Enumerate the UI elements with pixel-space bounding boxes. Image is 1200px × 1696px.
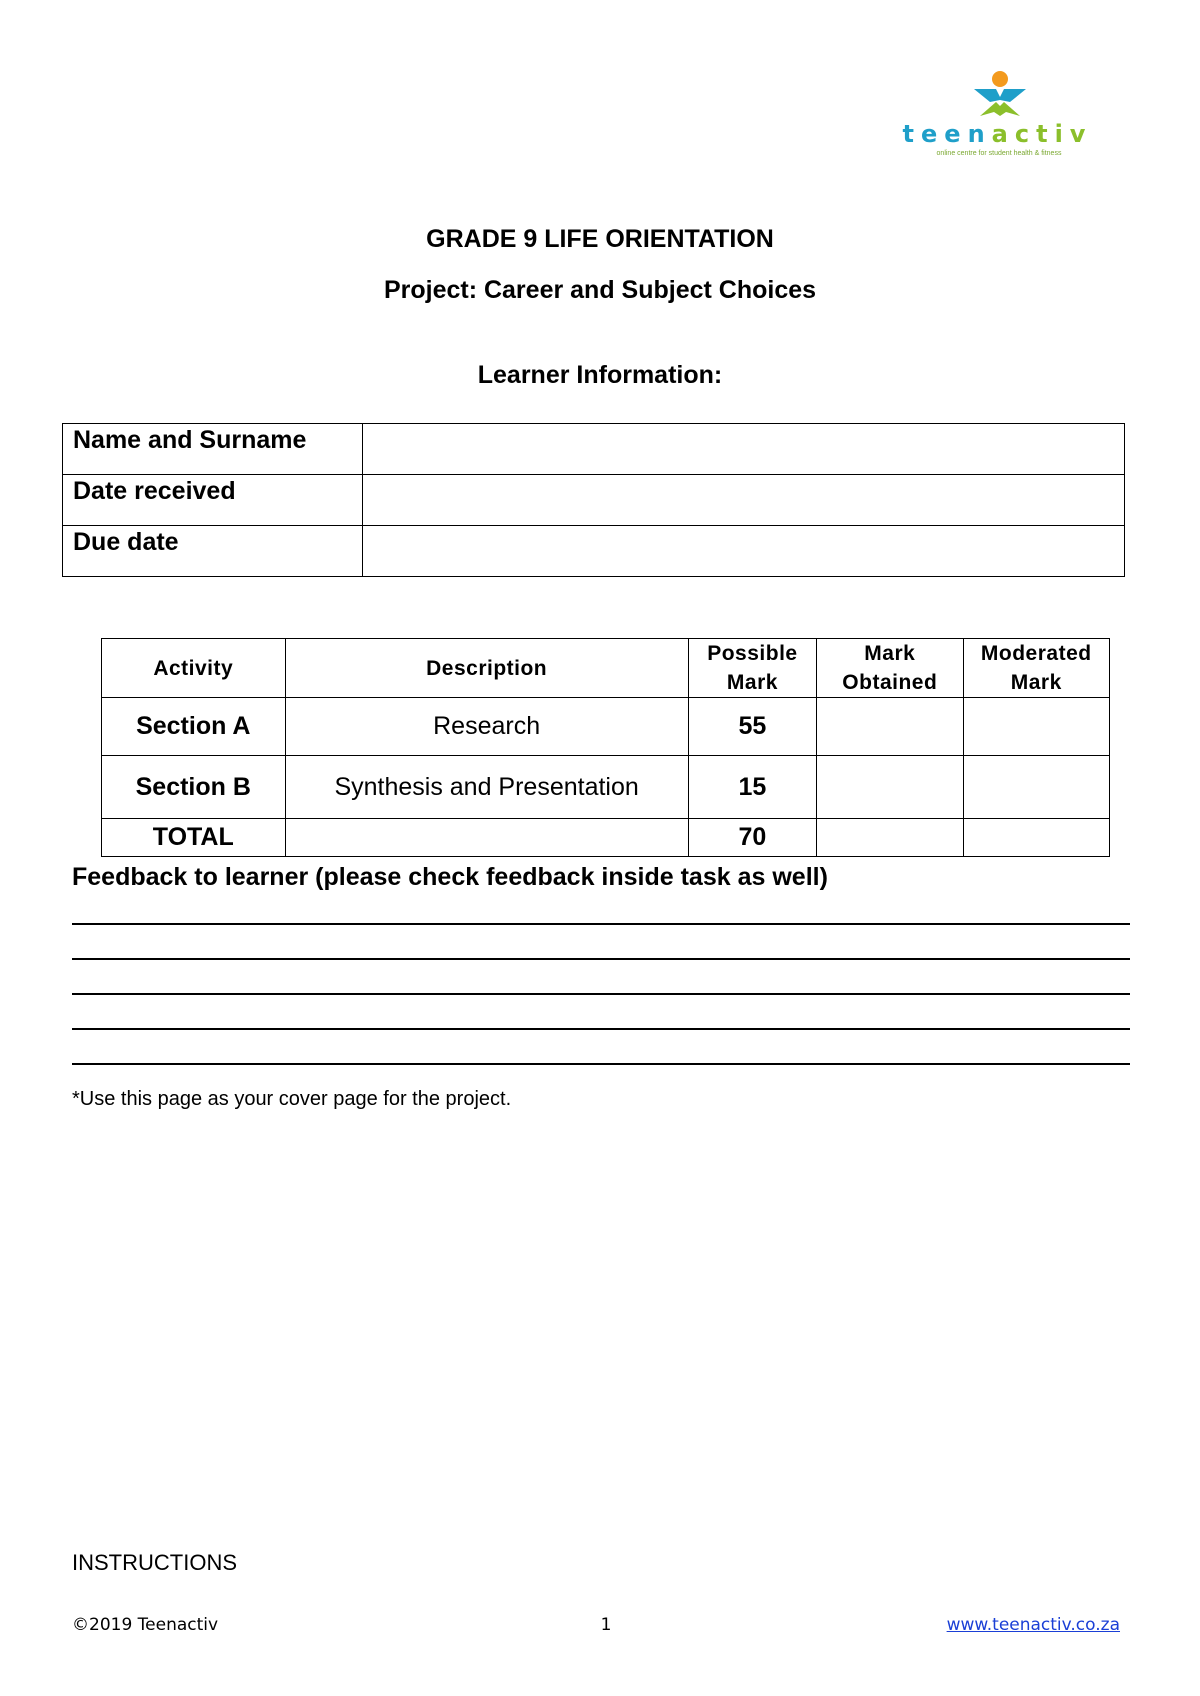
description-cell: Research bbox=[285, 698, 688, 756]
moderated-mark-cell[interactable] bbox=[963, 756, 1109, 819]
date-received-field[interactable] bbox=[363, 475, 1125, 526]
mark-obtained-cell[interactable] bbox=[817, 698, 963, 756]
footer-page-number: 1 bbox=[600, 1615, 612, 1635]
mark-obtained-cell[interactable] bbox=[817, 756, 963, 819]
instructions-heading: INSTRUCTIONS bbox=[72, 1550, 237, 1575]
feedback-line[interactable] bbox=[72, 1028, 1130, 1030]
feedback-line[interactable] bbox=[72, 1063, 1130, 1065]
learner-info-row bbox=[63, 475, 1125, 526]
table-row bbox=[102, 756, 1110, 819]
moderated-mark-cell[interactable] bbox=[963, 819, 1109, 857]
marks-table bbox=[101, 638, 1110, 857]
logo-tagline: online centre for student health & fitness bbox=[936, 150, 1062, 157]
header-possible-mark bbox=[688, 639, 816, 698]
header-description: Description bbox=[285, 639, 688, 698]
feedback-line[interactable] bbox=[72, 923, 1130, 925]
logo-word-teen: teen bbox=[902, 120, 992, 148]
header-moderated-mark bbox=[963, 639, 1109, 698]
learner-info-row bbox=[63, 424, 1125, 475]
marks-header-row bbox=[102, 639, 1110, 698]
possible-mark-cell: 70 bbox=[688, 819, 816, 857]
header-activity: Activity bbox=[102, 639, 286, 698]
header-obtained-line2: Obtained bbox=[842, 671, 938, 694]
feedback-line[interactable] bbox=[72, 958, 1130, 960]
table-row bbox=[102, 819, 1110, 857]
teenactiv-logo bbox=[890, 70, 1105, 155]
project-subtitle: Project: Career and Subject Choices bbox=[383, 276, 817, 304]
learner-info-heading: Learner Information: bbox=[477, 361, 723, 389]
activity-cell: Section B bbox=[102, 756, 286, 819]
feedback-line[interactable] bbox=[72, 993, 1130, 995]
logo-wordmark bbox=[890, 120, 1105, 148]
possible-mark-cell: 15 bbox=[688, 756, 816, 819]
date-received-label: Date received bbox=[63, 475, 363, 526]
learner-info-row bbox=[63, 526, 1125, 577]
footer-website-link[interactable]: www.teenactiv.co.za bbox=[946, 1615, 1120, 1635]
teenactiv-figure-icon bbox=[970, 70, 1030, 118]
moderated-mark-cell[interactable] bbox=[963, 698, 1109, 756]
activity-cell: Section A bbox=[102, 698, 286, 756]
cover-page-note: *Use this page as your cover page for the project. bbox=[72, 1088, 512, 1110]
activity-cell: TOTAL bbox=[102, 819, 286, 857]
feedback-heading: Feedback to learner (please check feedback inside task as well) bbox=[72, 863, 828, 891]
header-possible-line2: Mark bbox=[726, 671, 778, 694]
mark-obtained-cell[interactable] bbox=[817, 819, 963, 857]
header-moderated-line1: Moderated bbox=[980, 642, 1092, 665]
learner-info-table bbox=[62, 423, 1125, 577]
possible-mark-cell: 55 bbox=[688, 698, 816, 756]
footer-copyright: ©2019 Teenactiv bbox=[72, 1615, 219, 1635]
description-cell bbox=[285, 819, 688, 857]
header-moderated-line2: Mark bbox=[1010, 671, 1062, 694]
name-surname-field[interactable] bbox=[363, 424, 1125, 475]
header-mark-obtained bbox=[817, 639, 963, 698]
name-surname-label: Name and Surname bbox=[63, 424, 363, 475]
due-date-label: Due date bbox=[63, 526, 363, 577]
table-row bbox=[102, 698, 1110, 756]
description-cell: Synthesis and Presentation bbox=[285, 756, 688, 819]
header-obtained-line1: Mark bbox=[864, 642, 916, 665]
logo-word-activ: activ bbox=[991, 120, 1093, 148]
due-date-field[interactable] bbox=[363, 526, 1125, 577]
header-possible-line1: Possible bbox=[707, 642, 798, 665]
document-title: GRADE 9 LIFE ORIENTATION bbox=[426, 225, 774, 253]
